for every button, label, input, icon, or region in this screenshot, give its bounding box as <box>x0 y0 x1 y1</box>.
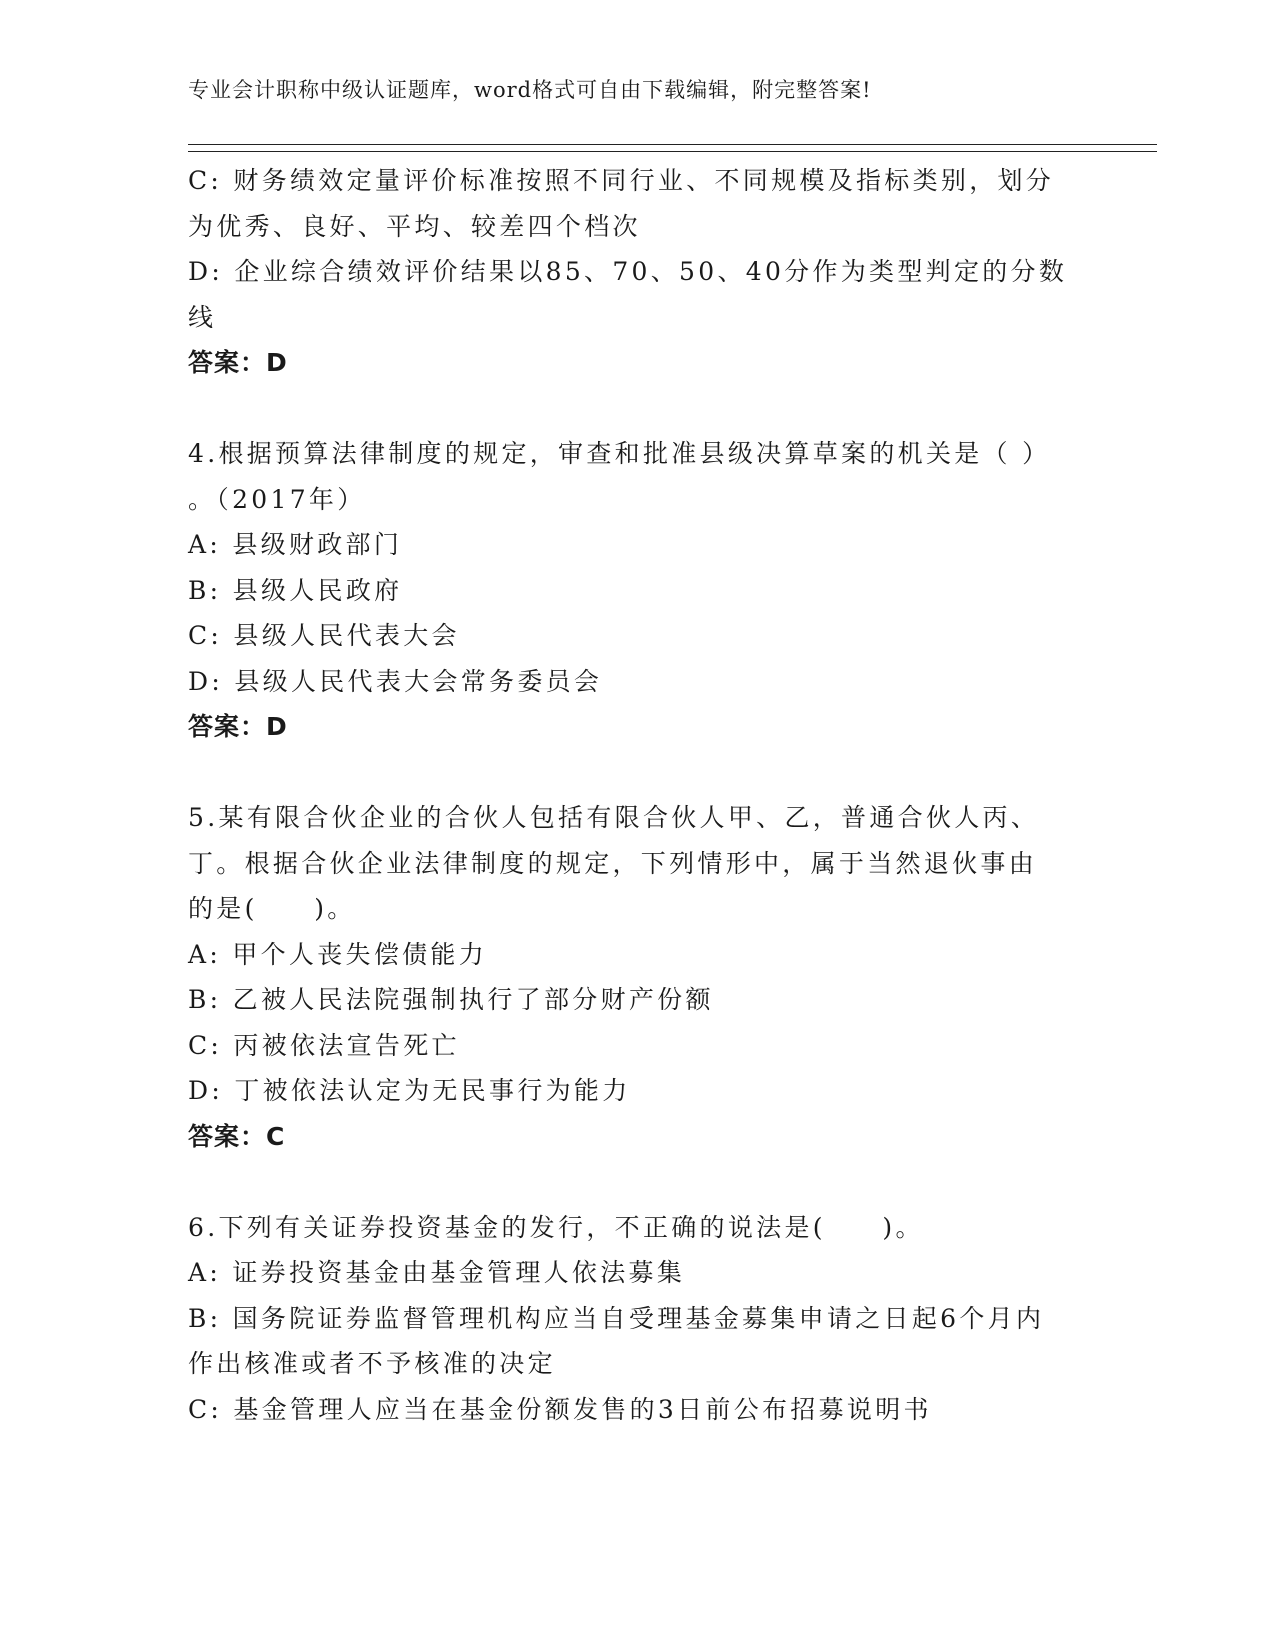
spacer <box>188 386 1078 432</box>
option-c-line: C: 财务绩效定量评价标准按照不同行业、不同规模及指标类别，划分 <box>188 166 1055 195</box>
option-a: A: 县级财政部门 <box>188 530 403 559</box>
question-6 <box>188 1205 1078 1433</box>
question-stem-line: 5.某有限合伙企业的合伙人包括有限合伙人甲、乙，普通合伙人丙、 <box>188 803 1040 832</box>
question-stem-line: 6.下列有关证券投资基金的发行，不正确的说法是( )。 <box>188 1212 924 1242</box>
option-c-line: 为优秀、良好、平均、较差四个档次 <box>188 211 641 241</box>
question-stem-line: 的是( )。 <box>188 894 356 923</box>
answer-label: 答案：D <box>188 348 288 377</box>
option-b: B: 乙被人民法院强制执行了部分财产份额 <box>188 985 714 1014</box>
option-d: D: 县级人民代表大会常务委员会 <box>188 666 603 696</box>
option-b: B: 县级人民政府 <box>188 575 403 605</box>
option-c: C: 县级人民代表大会 <box>188 621 460 650</box>
option-b-line: B: 国务院证券监督管理机构应当自受理基金募集申请之日起6个月内 <box>188 1303 1045 1333</box>
question-stem-line: 丁。根据合伙企业法律制度的规定，下列情形中，属于当然退伙事由 <box>188 848 1038 878</box>
answer-label: 答案：D <box>188 712 288 741</box>
answer-label: 答案：C <box>188 1121 286 1151</box>
option-c: C: 丙被依法宣告死亡 <box>188 1030 460 1060</box>
question-stem-line: 4.根据预算法律制度的规定，审查和批准县级决算草案的机关是（ ） <box>188 439 1051 468</box>
header-rule-bottom <box>188 151 1157 152</box>
page-header: 专业会计职称中级认证题库，word格式可自由下载编辑，附完整答案! <box>188 78 872 102</box>
header-rule-top <box>188 144 1157 145</box>
option-a: A: 甲个人丧失偿债能力 <box>188 939 488 969</box>
option-b-line: 作出核准或者不予核准的决定 <box>188 1349 556 1378</box>
question-content <box>188 158 1078 1432</box>
question-stem-line: 。（2017年） <box>188 484 366 514</box>
option-d: D: 丁被依法认定为无民事行为能力 <box>188 1076 631 1105</box>
spacer <box>188 750 1078 796</box>
option-a: A: 证券投资基金由基金管理人依法募集 <box>188 1258 686 1287</box>
option-d-line: 线 <box>188 302 217 332</box>
option-c: C: 基金管理人应当在基金份额发售的3日前公布招募说明书 <box>188 1394 932 1424</box>
question-5 <box>188 795 1078 1159</box>
option-d-line: D: 企业综合绩效评价结果以85、70、50、40分作为类型判定的分数 <box>188 257 1068 286</box>
question-4 <box>188 431 1078 750</box>
question-3-continued <box>188 158 1078 386</box>
spacer <box>188 1159 1078 1205</box>
